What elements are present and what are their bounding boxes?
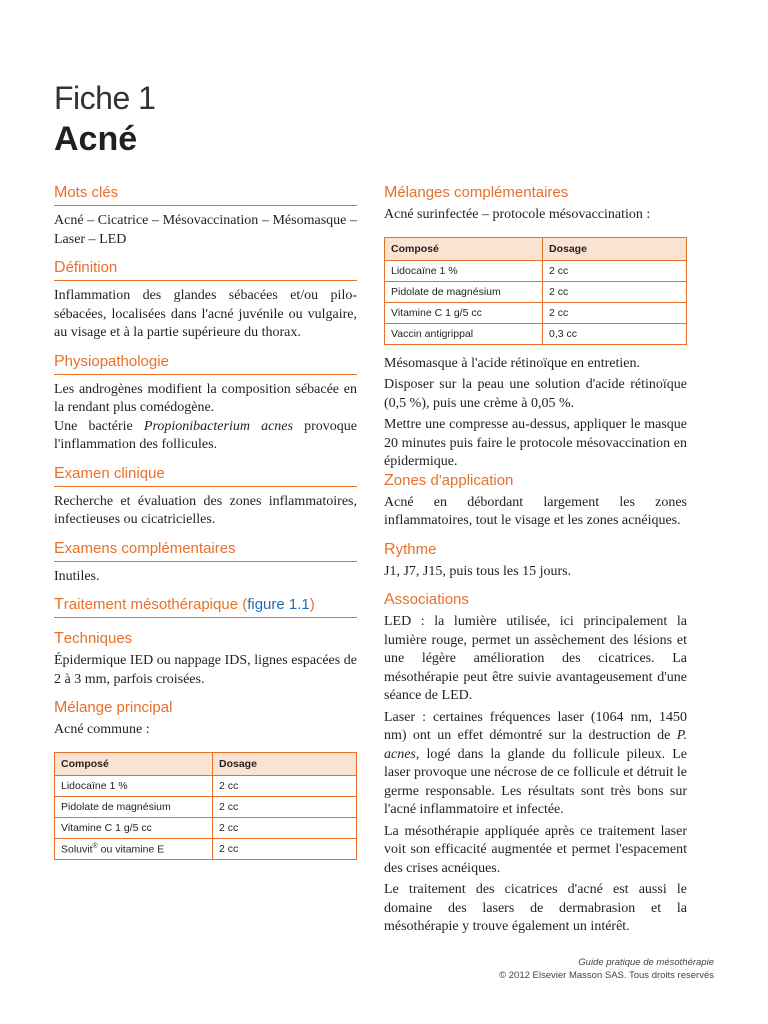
techniques-text: Épidermique IED ou nappage IDS, lignes espacées de 2 à 3 mm, parfois croisées.: [54, 653, 357, 687]
examen-clinique-text: Recherche et évaluation des zones inflammatoires, infectieuses ou cicatricielles.: [54, 493, 357, 527]
col-compose: Composé: [55, 752, 213, 775]
table-row: Vitamine C 1 g/5 cc 2 cc: [385, 302, 687, 323]
heading-physiopathologie: Physiopathologie: [54, 353, 357, 375]
table-row: Soluvit® ou vitamine E 2 cc: [55, 838, 357, 860]
table-melanges-complementaires: [384, 237, 687, 345]
melanges-text: Acné surinfectée – protocole mésovaccination :: [384, 207, 651, 222]
table-header: [385, 237, 687, 260]
section-techniques: [54, 630, 357, 689]
physio-text-2: Une bactérie Propionibacterium acnes provoque l'inflammation des follicules.: [54, 418, 357, 452]
table-row: Lidocaïne 1 % 2 cc: [385, 260, 687, 281]
heading-melanges-complementaires: Mélanges complémentaires: [384, 184, 569, 201]
examens-complementaires-text: Inutiles.: [54, 568, 100, 584]
right-column: [384, 184, 687, 937]
table-row: Pidolate de magnésium 2 cc: [55, 796, 357, 817]
rythme-text: J1, J7, J15, puis tous les 15 jours.: [384, 563, 572, 579]
associations-cicatrices-text: Le traitement des cicatrices d'acné est aussi le domaine des lasers de dermabrasion et la mésothérapie y trouve également un intérêt.: [384, 882, 687, 934]
section-examen-clinique: [54, 465, 357, 530]
section-melange-principal: [54, 699, 357, 860]
associations-laser-text: Laser : certaines fréquences laser (1064 nm, 1450 nm) ont un effet démontré sur la destruction de P. acnes, logé dans la glande du follicule pileux. Le laser provoque une nécrose de ce follicule et détruit le germe responsable. Les résultats sont très bons sur l'acné inflammatoire et infectée.: [384, 709, 687, 817]
heading-definition: Définition: [54, 259, 357, 281]
table-row: Lidocaïne 1 % 2 cc: [55, 775, 357, 796]
col-dosage: Dosage: [543, 237, 687, 260]
mesomasque-text-1: Mésomasque à l'acide rétinoïque en entretien.: [384, 355, 640, 371]
left-column: [54, 184, 357, 870]
col-compose: Composé: [385, 237, 543, 260]
mesomasque-text-3: Mettre une compresse au-dessus, appliquer le masque 20 minutes puis faire le protocole mésovaccination en épidermique.: [384, 417, 687, 469]
heading-examen-clinique: Examen clinique: [54, 465, 357, 487]
figure-link[interactable]: figure 1.1: [247, 596, 310, 613]
table-row: Pidolate de magnésium 2 cc: [385, 281, 687, 302]
footer: [499, 956, 714, 982]
section-traitement: [54, 596, 357, 618]
associations-meso-text: La mésothérapie appliquée après ce traitement laser voit son efficacité augmentée et permet l'espacement des crises acnéiques.: [384, 823, 687, 876]
mesomasque-text-2: Disposer sur la peau une solution d'acide rétinoïque (0,5 %), puis une crème à 0,05 %.: [384, 377, 687, 411]
zones-application-text: Acné en débordant largement les zones inflammatoires, tout le visage et les zones acnéiques.: [384, 494, 687, 528]
col-dosage: Dosage: [213, 752, 357, 775]
heading-zones-application: Zones d'application: [384, 471, 514, 489]
section-examens-complementaires: [54, 540, 357, 587]
section-melanges-complementaires: [384, 184, 687, 472]
heading-mots-cles: Mots clés: [54, 184, 357, 206]
fiche-label: Fiche 1: [54, 80, 156, 116]
section-physiopathologie: [54, 353, 357, 455]
heading-melange-principal: Mélange principal: [54, 699, 173, 716]
table-melange-principal: [54, 752, 357, 861]
heading-techniques: Techniques: [54, 630, 133, 647]
page-title: Acné: [54, 120, 138, 158]
section-zones-application: [384, 472, 687, 531]
definition-text: Inflammation des glandes sébacées et/ou pilo-sébacées, localisées dans l'acné juvénile ou vulgaire, au visage et à la partie supérieure du thorax.: [54, 288, 357, 340]
heading-traitement: Traitement mésothérapique (figure 1.1): [54, 596, 357, 618]
physio-text-1: Les androgènes modifient la composition sébacée en la rendant plus comédogène.: [54, 381, 357, 415]
table-row: Vitamine C 1 g/5 cc 2 cc: [55, 817, 357, 838]
section-definition: [54, 259, 357, 343]
mots-cles-text: Acné – Cicatrice – Mésovaccination – Mésomasque – Laser – LED: [54, 213, 357, 247]
footer-book-title: Guide pratique de mésothérapie: [578, 957, 714, 968]
table-row: Vaccin antigrippal 0,3 cc: [385, 323, 687, 344]
heading-associations: Associations: [384, 591, 469, 608]
table-header: [55, 752, 357, 775]
footer-copyright: © 2012 Elsevier Masson SAS. Tous droits reservés: [499, 970, 714, 981]
section-associations: [384, 591, 687, 937]
melange-principal-text: Acné commune :: [54, 722, 150, 737]
heading-rythme: Rythme: [384, 540, 437, 558]
associations-led-text: LED : la lumière utilisée, ici principalement la lumière rouge, permet un assèchement des lésions et une légère amélioration des cicatrices. La mésothérapie peut être suivie avantageusement d'une séance de LED.: [384, 614, 687, 703]
heading-examens-complementaires: Examens complémentaires: [54, 540, 357, 562]
section-mots-cles: [54, 184, 357, 249]
section-rythme: [384, 541, 687, 582]
